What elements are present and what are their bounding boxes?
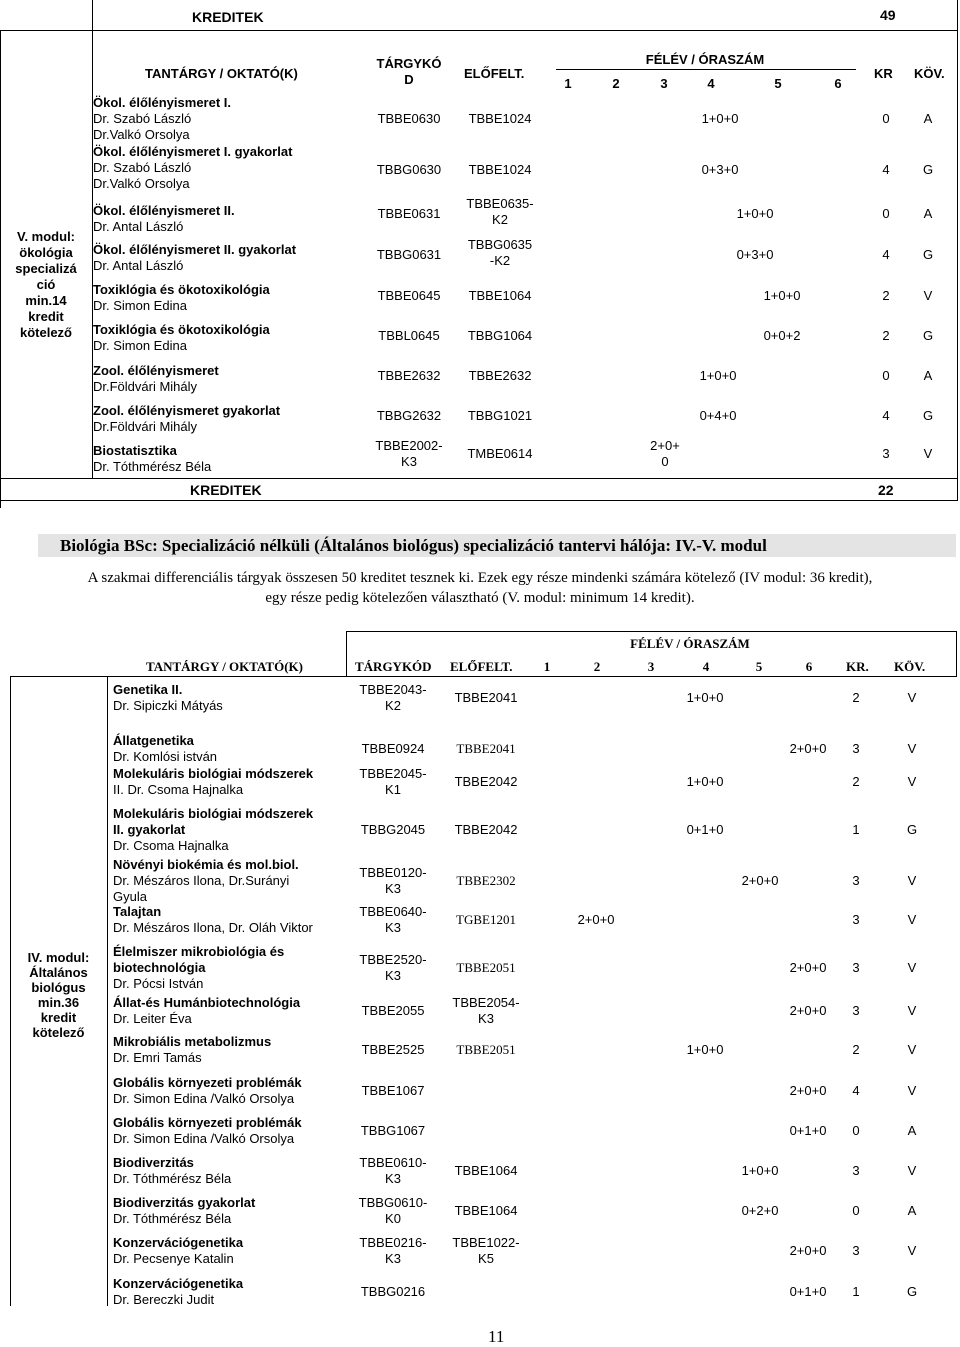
banner-title: Biológia BSc: Specializáció nélküli (Általános biológus) specializáció tantervi hálója: IV.-V. modul <box>60 536 767 555</box>
course-name: Biodiverzitás <box>113 1155 194 1170</box>
module-line: ökológia <box>19 245 73 260</box>
bottom-code: TBBG2045 <box>360 822 426 837</box>
course-name: Toxiklógia és ökotoxikológia <box>93 282 270 297</box>
bottom-kov: V <box>907 960 917 975</box>
bottom-kov: V <box>907 1083 917 1098</box>
bottom-prereq: TBBE1022- K5 <box>452 1235 520 1266</box>
course-teacher: II. Dr. Csoma Hajnalka <box>113 782 244 797</box>
bottom-course <box>113 1155 345 1187</box>
bottom-kr: 3 <box>852 741 860 756</box>
course-teacher: Dr. Simon Edina /Valkó Orsolya <box>113 1091 295 1106</box>
top-kr: 2 <box>882 328 890 343</box>
top-hours: 0+3+0 <box>701 162 739 177</box>
bottom-prereq: TBBE1064 <box>454 1163 518 1178</box>
top-kreditek-value: 49 <box>880 7 896 23</box>
course-teacher: Dr. Sipiczki Mátyás <box>113 698 223 713</box>
top-kov: G <box>922 408 934 423</box>
top-module-label <box>0 229 92 341</box>
module-line: kredit <box>28 309 64 324</box>
course-name: Konzervációgenetika <box>113 1276 244 1291</box>
module-line: min.14 <box>25 293 67 308</box>
module-line: kötelező <box>19 325 72 340</box>
course-teacher: Dr.Valkó Orsolya <box>93 127 190 142</box>
bottom-kov: V <box>907 690 917 705</box>
bottom-hours: 2+0+0 <box>789 741 827 756</box>
bottom-kov: V <box>907 774 917 789</box>
top-code: TBBE2002- K3 <box>375 438 443 469</box>
bottom-course <box>113 1276 345 1308</box>
bottom-kr: 2 <box>852 690 860 705</box>
top-kreditek-label: KREDITEK <box>192 9 264 25</box>
bottom-kov: V <box>907 1163 917 1178</box>
top-code: TBBG0631 <box>376 247 442 262</box>
bottom-course <box>113 857 345 905</box>
course-teacher: Dr. Simon Edina <box>93 298 187 313</box>
module-line: kredit <box>40 1010 77 1025</box>
course-teacher: Dr. Tóthmérész Béla <box>113 1211 232 1226</box>
bottom-hours: 1+0+0 <box>686 690 724 705</box>
module-line: kötelező <box>32 1025 85 1040</box>
bottom-course <box>113 904 345 936</box>
course-teacher: Dr. Csoma Hajnalka <box>113 838 229 853</box>
bottom-kr: 3 <box>852 912 860 927</box>
module-line: min.36 <box>37 995 80 1010</box>
course-name: Genetika II. <box>113 682 183 697</box>
top-course <box>93 144 292 192</box>
course-teacher: Dr. Antal László <box>93 219 184 234</box>
top-prereq: TBBG1021 <box>467 408 533 423</box>
bottom-course <box>113 995 345 1027</box>
bottom-course <box>113 766 345 798</box>
top-course <box>93 242 296 274</box>
bottom-hours: 0+2+0 <box>741 1203 779 1218</box>
bottom-code: TBBE2525 <box>361 1042 425 1057</box>
header-code-line: TÁRGYKÓ <box>376 56 442 71</box>
bottom-hours: 2+0+0 <box>789 1083 827 1098</box>
bottom-code: TBBE2043- K2 <box>359 682 427 713</box>
course-teacher: Dr. Antal László <box>93 258 184 273</box>
bottom-course <box>113 1034 345 1066</box>
course-teacher: Dr. Simon Edina <box>93 338 187 353</box>
top-course <box>93 403 280 435</box>
top-sem-6: 6 <box>834 76 842 91</box>
course-name: Globális környezeti problémák <box>113 1075 302 1090</box>
bottom-kr: 1 <box>852 1284 860 1299</box>
top-kov: A <box>923 206 933 221</box>
top-code: TBBE0630 <box>377 111 441 126</box>
bottom-prereq: TBBE2042 <box>454 774 518 789</box>
bottom-hours: 1+0+0 <box>686 774 724 789</box>
top-kov: V <box>923 446 933 461</box>
top-prereq: TBBE1064 <box>468 288 532 303</box>
bottom-code: TBBG1067 <box>360 1123 426 1138</box>
bottom-kr: 3 <box>852 1003 860 1018</box>
top-hours: 1+0+0 <box>699 368 737 383</box>
course-teacher: Dr. Leiter Éva <box>113 1011 192 1026</box>
bottom-kov: V <box>907 912 917 927</box>
top-kr: 0 <box>882 368 890 383</box>
course-teacher: Dr. Komlósi istván <box>113 749 218 764</box>
top-course-list <box>93 0 363 478</box>
module-line: V. modul: <box>16 229 76 244</box>
top-code: TBBL0645 <box>378 328 440 343</box>
course-teacher: Dr. Mészáros Ilona, Dr.Surányi <box>113 873 290 888</box>
course-name: Konzervációgenetika <box>113 1235 244 1250</box>
course-name: Biodiverzitás gyakorlat <box>113 1195 256 1210</box>
top-kov: G <box>922 328 934 343</box>
course-teacher: Dr. Pecsenye Katalin <box>113 1251 234 1266</box>
bottom-hours: 1+0+0 <box>686 1042 724 1057</box>
bottom-prereq: TBBE2042 <box>454 822 518 837</box>
bottom-code: TBBE0216- K3 <box>359 1235 427 1266</box>
bottom-course <box>113 682 345 714</box>
bottom-kr: 0 <box>852 1123 860 1138</box>
bottom-kov: V <box>907 1042 917 1057</box>
top-header-prereq: ELŐFELT. <box>464 66 525 81</box>
bottom-sem-4: 4 <box>702 659 710 674</box>
bottom-course <box>113 1075 345 1107</box>
course-teacher: Dr. Szabó László <box>93 160 192 175</box>
top-sem-2: 2 <box>612 76 620 91</box>
bottom-header-prereq: ELŐFELT. <box>450 659 513 674</box>
bottom-kr: 3 <box>852 960 860 975</box>
bottom-code: TBBE0120- K3 <box>359 865 427 896</box>
bottom-code: TBBE2045- K1 <box>359 766 427 797</box>
top-hours: 0+3+0 <box>736 247 774 262</box>
top-header-semester: FÉLÉV / ÓRASZÁM <box>645 52 765 67</box>
top-prereq: TBBE2632 <box>468 368 532 383</box>
top-course <box>93 95 231 143</box>
bottom-code: TBBE1067 <box>361 1083 425 1098</box>
module-line: biológus <box>31 980 86 995</box>
bottom-code: TBBE0610- K3 <box>359 1155 427 1186</box>
bottom-course <box>113 1235 345 1267</box>
bottom-kr: 2 <box>852 1042 860 1057</box>
bottom-header-subject: TANTÁRGY / OKTATÓ(K) <box>146 659 303 674</box>
bottom-code: TBBE0640- K3 <box>359 904 427 935</box>
course-teacher: Dr. Mészáros Ilona, Dr. Oláh Viktor <box>113 920 313 935</box>
course-teacher: Dr. Tóthmérész Béla <box>113 1171 232 1186</box>
course-teacher: Dr. Tóthmérész Béla <box>93 459 212 474</box>
course-teacher: Dr.Földvári Mihály <box>93 379 198 394</box>
course-name: Biostatisztika <box>93 443 177 458</box>
bottom-sem-6: 6 <box>805 659 813 674</box>
bottom-kr: 4 <box>852 1083 860 1098</box>
top-kr: 4 <box>882 408 890 423</box>
bottom-hours: 0+1+0 <box>686 822 724 837</box>
top-kr: 3 <box>882 446 890 461</box>
course-name: Globális környezeti problémák <box>113 1115 302 1130</box>
bottom-kr: 3 <box>852 873 860 888</box>
top-header-code <box>366 56 452 88</box>
top-sem-3: 3 <box>660 76 668 91</box>
bottom-kov: V <box>907 873 917 888</box>
module-line: ció <box>36 277 56 292</box>
bottom-prereq: TBBE2054- K3 <box>452 995 520 1026</box>
top-hours: 0+0+2 <box>763 328 801 343</box>
course-name: Ökol. élőlényismeret II. <box>93 203 235 218</box>
bottom-header-kr: KR. <box>846 659 869 674</box>
course-name: Mikrobiális metabolizmus <box>113 1034 272 1049</box>
top-hours: 1+0+0 <box>736 206 774 221</box>
top-code: TBBE0631 <box>377 206 441 221</box>
top-course <box>93 203 235 235</box>
top-code: TBBG0630 <box>376 162 442 177</box>
bottom-kov: V <box>907 1003 917 1018</box>
bottom-header-code: TÁRGYKÓD <box>355 659 432 674</box>
top-footer-label: KREDITEK <box>190 482 262 498</box>
bottom-prereq: TBBE2051 <box>456 960 516 975</box>
bottom-hours: 2+0+0 <box>741 873 779 888</box>
bottom-prereq: TGBE1201 <box>456 912 516 927</box>
bottom-prereq: TBBE1064 <box>454 1203 518 1218</box>
course-name: Növényi biokémia és mol.biol. <box>113 857 299 872</box>
top-course <box>93 282 270 314</box>
course-teacher: Gyula <box>113 889 147 904</box>
course-name: Ökol. élőlényismeret I. gyakorlat <box>93 144 293 159</box>
top-hours: 1+0+0 <box>763 288 801 303</box>
bottom-prereq: TBBE2041 <box>456 741 516 756</box>
top-course <box>93 443 211 475</box>
top-code: TBBG2632 <box>376 408 442 423</box>
header-code-line: D <box>404 72 414 87</box>
bottom-hours: 2+0+0 <box>789 1243 827 1258</box>
top-code: TBBE2632 <box>377 368 441 383</box>
top-hours: 0+4+0 <box>699 408 737 423</box>
bottom-hours: 0+1+0 <box>789 1123 827 1138</box>
top-kr: 2 <box>882 288 890 303</box>
bottom-sem-1: 1 <box>543 659 551 674</box>
course-teacher: Dr. Bereczki Judit <box>113 1292 215 1307</box>
bottom-sem-3: 3 <box>647 659 655 674</box>
course-teacher: Dr.Földvári Mihály <box>93 419 198 434</box>
course-teacher: Dr. Emri Tamás <box>113 1050 202 1065</box>
bottom-kov: A <box>907 1203 917 1218</box>
top-kov: A <box>923 111 933 126</box>
course-name: Ökol. élőlényismeret I. <box>93 95 231 110</box>
top-hours: 2+0+ 0 <box>650 438 680 469</box>
course-teacher: Dr. Simon Edina /Valkó Orsolya <box>113 1131 295 1146</box>
top-prereq: TBBE1024 <box>468 162 532 177</box>
top-header-subject: TANTÁRGY / OKTATÓ(K) <box>145 66 298 81</box>
top-hours: 1+0+0 <box>701 111 739 126</box>
top-sem-4: 4 <box>707 76 715 91</box>
bottom-hours: 1+0+0 <box>741 1163 779 1178</box>
page-number: 11 <box>488 1327 505 1346</box>
top-sem-1: 1 <box>564 76 572 91</box>
bottom-kov: V <box>907 741 917 756</box>
top-course <box>93 363 219 395</box>
bottom-course <box>113 1115 345 1147</box>
bottom-kr: 1 <box>852 822 860 837</box>
bottom-code: TBBE2520- K3 <box>359 952 427 983</box>
bottom-hours: 2+0+0 <box>789 960 827 975</box>
bottom-code: TBBE0924 <box>361 741 425 756</box>
bottom-kov: G <box>906 1284 918 1299</box>
top-prereq: TBBG1064 <box>467 328 533 343</box>
bottom-kov: V <box>907 1243 917 1258</box>
bottom-prereq: TBBE2051 <box>456 1042 516 1057</box>
bottom-course <box>113 944 345 992</box>
bottom-sem-5: 5 <box>755 659 763 674</box>
bottom-kr: 2 <box>852 774 860 789</box>
top-kov: A <box>923 368 933 383</box>
module-line: IV. modul: <box>27 950 90 965</box>
top-kov: G <box>922 162 934 177</box>
course-name: Zool. élőlényismeret gyakorlat <box>93 403 281 418</box>
top-footer-value: 22 <box>878 482 894 498</box>
course-name: Molekuláris biológiai módszerek <box>113 766 314 781</box>
top-prereq: TBBE0635- K2 <box>466 196 534 227</box>
bottom-course <box>113 806 345 854</box>
bottom-module-label <box>10 950 107 1040</box>
top-course <box>93 322 270 354</box>
top-kr: 0 <box>882 206 890 221</box>
course-name: Élelmiszer mikrobiológia és biotechnológia <box>113 944 285 975</box>
bottom-prereq: TBBE2041 <box>454 690 518 705</box>
course-name: Ökol. élőlényismeret II. gyakorlat <box>93 242 297 257</box>
course-name: Zool. élőlényismeret <box>93 363 219 378</box>
bottom-sem-2: 2 <box>593 659 601 674</box>
top-kr: 4 <box>882 162 890 177</box>
bottom-course <box>113 733 345 765</box>
bottom-code: TBBG0216 <box>360 1284 426 1299</box>
bottom-hours: 2+0+0 <box>789 1003 827 1018</box>
module-line: Általános <box>29 965 88 980</box>
top-kr: 0 <box>882 111 890 126</box>
module-line: specializá <box>15 261 77 276</box>
course-teacher: Dr.Valkó Orsolya <box>93 176 190 191</box>
top-kov: G <box>922 247 934 262</box>
bottom-hours: 2+0+0 <box>577 912 615 927</box>
bottom-course <box>113 1195 345 1227</box>
bottom-kr: 3 <box>852 1243 860 1258</box>
course-name: Állatgenetika <box>113 733 194 748</box>
top-header-kov: KÖV. <box>914 66 945 81</box>
course-teacher: Dr. Szabó László <box>93 111 192 126</box>
course-name: Talajtan <box>113 904 162 919</box>
course-name: Állat-és Humánbiotechnológia <box>113 995 301 1010</box>
course-name: Molekuláris biológiai módszerek II. gyakorlat <box>113 806 314 837</box>
bottom-kov: A <box>907 1123 917 1138</box>
top-kov: V <box>923 288 933 303</box>
bottom-code: TBBG0610- K0 <box>358 1195 428 1226</box>
bottom-header-semester: FÉLÉV / ÓRASZÁM <box>630 636 750 651</box>
course-teacher: Dr. Pócsi István <box>113 976 204 991</box>
bottom-kr: 0 <box>852 1203 860 1218</box>
bottom-kov: G <box>906 822 918 837</box>
intro-text: A szakmai differenciális tárgyak összesen 50 kreditet tesznek ki. Ezek egy része mindenki számára kötelező (IV modul: 36 kredit), egy része pedig kötelezően választható (V. modul: minimum 14 kredit). <box>87 570 873 606</box>
course-name: Toxiklógia és ökotoxikológia <box>93 322 270 337</box>
bottom-header-kov: KÖV. <box>894 659 926 674</box>
top-prereq: TMBE0614 <box>467 446 533 461</box>
bottom-prereq: TBBE2302 <box>456 873 516 888</box>
bottom-code: TBBE2055 <box>361 1003 425 1018</box>
bottom-kr: 3 <box>852 1163 860 1178</box>
top-kr: 4 <box>882 247 890 262</box>
top-prereq: TBBE1024 <box>468 111 532 126</box>
top-code: TBBE0645 <box>377 288 441 303</box>
bottom-hours: 0+1+0 <box>789 1284 827 1299</box>
top-prereq: TBBG0635 -K2 <box>467 237 533 268</box>
top-sem-5: 5 <box>774 76 782 91</box>
top-header-kr: KR <box>874 66 893 81</box>
